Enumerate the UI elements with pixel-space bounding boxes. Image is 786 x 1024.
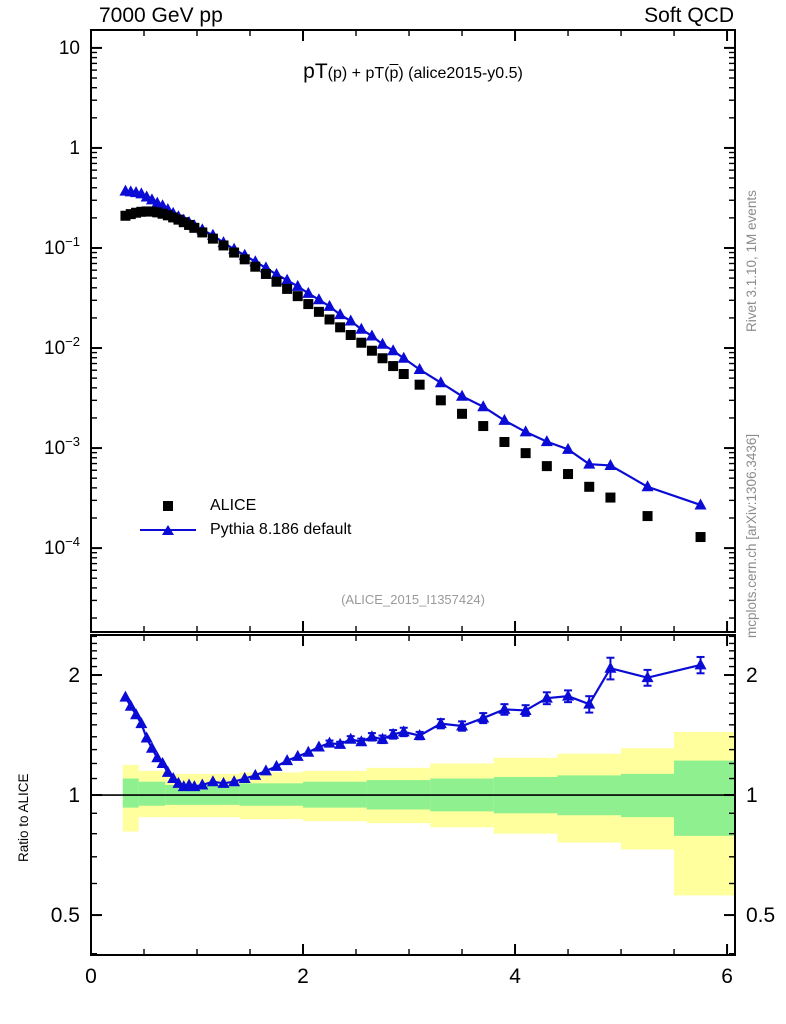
- process-group-label: Soft QCD: [644, 4, 734, 27]
- legend-item-alice: [140, 494, 351, 518]
- svg-text:0.5: 0.5: [50, 904, 80, 928]
- plot-title-mid: (p) + pT(: [327, 65, 390, 82]
- svg-text:4: 4: [509, 965, 521, 988]
- legend-label-alice: ALICE: [210, 497, 257, 514]
- svg-text:10−3: $10^{-3}$: [44, 434, 80, 460]
- svg-text:6: 6: [721, 965, 733, 988]
- legend-item-pythia: [140, 518, 351, 542]
- svg-text:10−2: $10^{-2}$: [44, 334, 80, 360]
- legend-label-pythia: Pythia 8.186 default: [210, 521, 352, 538]
- svg-text:2: 2: [297, 965, 309, 988]
- svg-text:1: 1: [746, 784, 758, 808]
- pythia-triangle-marker-icon: [140, 525, 196, 535]
- analysis-id-watermark: (ALICE_2015_I1357424): [341, 592, 485, 607]
- legend: [140, 494, 351, 542]
- svg-text:10: 10: [58, 37, 80, 59]
- beam-energy-label: 7000 GeV pp: [99, 4, 223, 27]
- alice-series: [120, 206, 705, 542]
- plot-title-pbar: $\overline{p}$: [389, 65, 399, 82]
- svg-text:1: 1: [69, 137, 80, 159]
- plot-title-suffix: ) (alice2015-y0.5): [398, 65, 523, 82]
- ratio-axis-title: Ratio to ALICE: [16, 773, 31, 862]
- pythia-series: [119, 185, 706, 510]
- svg-text:1: 1: [68, 784, 80, 808]
- plot-title-pt: pT: [303, 60, 328, 83]
- svg-text:2: 2: [68, 664, 80, 688]
- svg-text:10−4: $10^{-4}$: [44, 534, 80, 560]
- plot-title: [91, 60, 735, 84]
- svg-text:0.5: 0.5: [746, 904, 776, 928]
- mcplots-arxiv-label: mcplots.cern.ch [arXiv:1306.3436]: [744, 433, 759, 638]
- svg-text:2: 2: [746, 664, 758, 688]
- rivet-version-label: Rivet 3.1.10, 1M events: [744, 190, 759, 332]
- svg-text:0: 0: [85, 965, 97, 988]
- alice-square-marker-icon: [140, 501, 196, 511]
- svg-text:10−1: $10^{-1}$: [44, 233, 80, 259]
